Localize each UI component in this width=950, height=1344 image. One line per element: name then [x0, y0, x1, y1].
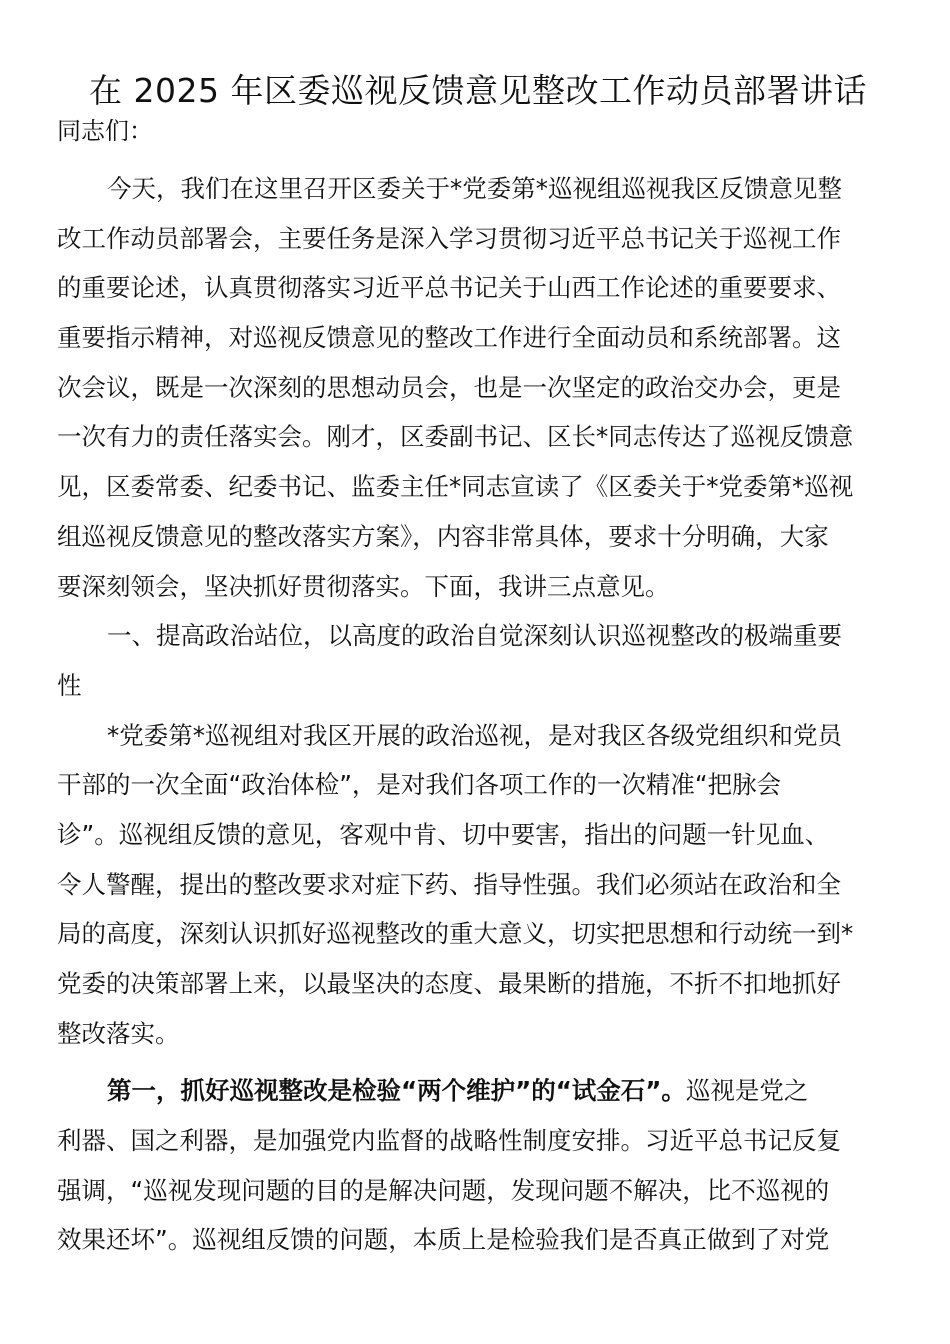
text-line: *党委第*巡视组对我区开展的政治巡视，是对我区各级党组织和党员 [107, 720, 842, 750]
paragraph-intro [57, 164, 889, 611]
salutation: 同志们： [57, 117, 153, 145]
heading-line: 性 [57, 670, 82, 700]
text-line: 诊”。巡视组反馈的意见，客观中肯、切中要害，指出的问题一针见血、 [57, 819, 830, 849]
text-line: 组巡视反馈意见的整改落实方案》，内容非常具体，要求十分明确，大家 [57, 521, 829, 551]
section-heading-1 [57, 611, 889, 710]
text-line: 干部的一次全面“政治体检”，是对我们各项工作的一次精准“把脉会 [57, 770, 782, 800]
text-line: 一次有力的责任落实会。刚才，区委副书记、区长*同志传达了巡视反馈意 [57, 422, 854, 452]
text-line: 强调，“巡视发现问题的目的是解决问题，发现问题不解决，比不巡视的 [57, 1175, 830, 1205]
text-line: 次会议，既是一次深刻的思想动员会，也是一次坚定的政治交办会，更是 [57, 372, 841, 402]
text-line: 效果还坏”。巡视组反馈的问题，本质上是检验我们是否真正做到了对党 [57, 1225, 830, 1255]
document-page [57, 68, 889, 1265]
text-line: 整改落实。 [57, 1018, 180, 1048]
document-title: 在 2025 年区委巡视反馈意见整改工作动员部署讲话 [89, 71, 867, 110]
text-line: 的重要论述，认真贯彻落实习近平总书记关于山西工作论述的重要要求、 [57, 273, 841, 303]
text-line: 改工作动员部署会，主要任务是深入学习贯彻习近平总书记关于巡视工作 [57, 223, 841, 253]
text-line: 令人警醒，提出的整改要求对症下药、指导性强。我们必须站在政治和全 [57, 869, 841, 899]
text-line: 今天，我们在这里召开区委关于*党委第*巡视组巡视我区反馈意见整 [107, 174, 842, 203]
paragraph-first-point [57, 1066, 889, 1265]
text-run: 巡视是党之 [685, 1076, 809, 1106]
text-line: 见，区委常委、纪委书记、监委主任*同志宣读了《区委关于*党委第*巡视 [57, 472, 854, 502]
bold-lead-sentence: 第一，抓好巡视整改是检验“两个维护”的“试金石”。 [107, 1076, 686, 1106]
text-line: 利器、国之利器，是加强党内监督的战略性制度安排。习近平总书记反复 [57, 1126, 841, 1156]
paragraph-inspection [57, 711, 889, 1059]
heading-line: 一、提高政治站位，以高度的政治自觉深刻认识巡视整改的极端重要 [107, 621, 842, 651]
text-line: 要深刻领会，坚决抓好贯彻落实。下面，我讲三点意见。 [57, 571, 670, 601]
text-line: 党委的决策部署上来，以最坚决的态度、最果断的措施，不折不扣地抓好 [57, 969, 841, 998]
text-line: 局的高度，深刻认识抓好巡视整改的重大意义，切实把思想和行动统一到* [57, 919, 854, 949]
text-line [57, 1066, 889, 1116]
text-line: 重要指示精神，对巡视反馈意见的整改工作进行全面动员和系统部署。这 [57, 323, 841, 353]
